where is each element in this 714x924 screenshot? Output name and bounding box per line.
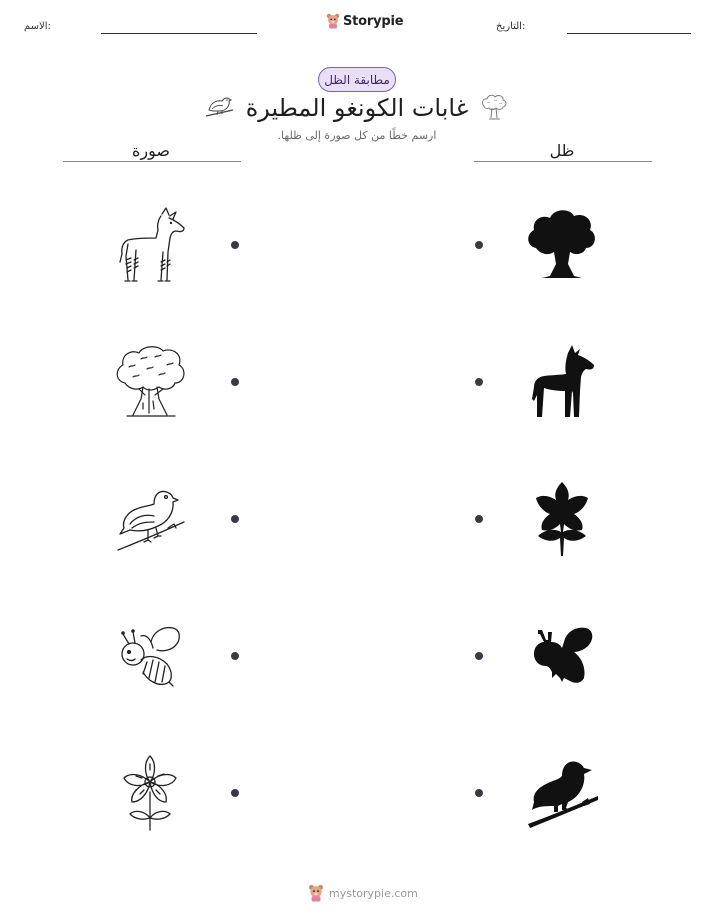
picture-dot-5[interactable] (231, 789, 239, 797)
name-line[interactable] (101, 33, 257, 34)
activity-badge: مطابقة الظل (318, 67, 396, 92)
flower-shadow-icon[interactable] (530, 480, 594, 558)
shadow-dot-1[interactable] (475, 241, 483, 249)
small-tree-icon (478, 91, 510, 123)
tree-icon[interactable] (113, 343, 189, 421)
shadow-column-line (474, 161, 652, 162)
picture-column-line (63, 161, 241, 162)
bird-icon[interactable] (114, 484, 188, 556)
name-label: الاسم: (24, 21, 51, 32)
shadow-dot-4[interactable] (475, 652, 483, 660)
picture-dot-1[interactable] (231, 241, 239, 249)
date-line[interactable] (567, 33, 691, 34)
instructions: ارسم خطًا من كل صورة إلى ظلها. (277, 129, 437, 142)
storypie-logo (326, 13, 403, 29)
shadow-dot-5[interactable] (475, 789, 483, 797)
footer (308, 884, 418, 902)
picture-dot-3[interactable] (231, 515, 239, 523)
brand-name: Storypie (343, 13, 404, 29)
small-bird-icon (203, 92, 235, 120)
okapi-shadow-icon[interactable] (528, 343, 598, 421)
okapi-icon[interactable] (114, 204, 186, 286)
bear-mascot-icon (308, 884, 324, 902)
picture-dot-2[interactable] (231, 378, 239, 386)
shadow-column-header: ظل (549, 141, 575, 160)
flower-icon[interactable] (118, 752, 182, 832)
bird-shadow-icon[interactable] (526, 758, 600, 828)
bee-shadow-icon[interactable] (530, 624, 596, 686)
shadow-dot-3[interactable] (475, 515, 483, 523)
footer-url[interactable]: mystorypie.com (329, 886, 418, 900)
bear-mascot-icon (326, 13, 340, 29)
shadow-dot-2[interactable] (475, 378, 483, 386)
page-title: غابات الكونغو المطيرة (245, 94, 469, 122)
picture-column-header: صورة (132, 141, 170, 160)
picture-dot-4[interactable] (231, 652, 239, 660)
date-label: التاريخ: (496, 21, 526, 32)
tree-shadow-icon[interactable] (524, 206, 600, 282)
bee-icon[interactable] (117, 624, 185, 688)
